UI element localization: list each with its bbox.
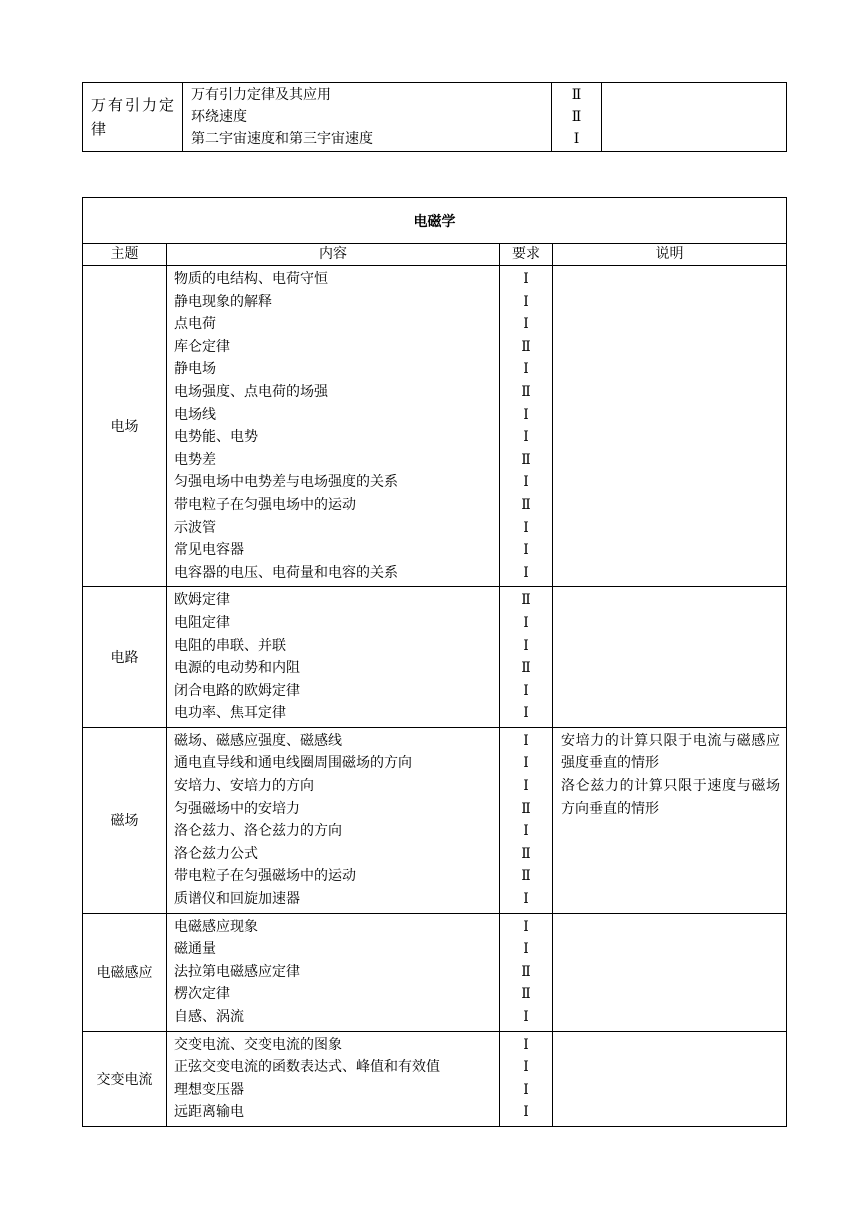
list-item: 电磁感应现象: [174, 918, 258, 935]
level-value: Ⅱ: [521, 660, 531, 677]
content-cell: [167, 727, 500, 913]
level-value: Ⅱ: [521, 592, 531, 609]
list-item: 万有引力定律及其应用: [191, 87, 331, 103]
list-item: 电容器的电压、电荷量和电容的关系: [174, 564, 398, 581]
note-cell: [553, 1031, 787, 1126]
list-item: 匀强电场中电势差与电场强度的关系: [174, 474, 398, 491]
table-row: [83, 83, 787, 152]
level-value: Ⅰ: [523, 1059, 529, 1076]
level-value: Ⅰ: [523, 891, 529, 908]
header-row: [83, 244, 787, 266]
requirement-cell: [500, 587, 553, 728]
section-row: [83, 913, 787, 1031]
level-value: Ⅰ: [523, 705, 529, 722]
list-item: 自感、涡流: [174, 1009, 244, 1025]
topic-cell: 交变电流: [83, 1031, 167, 1126]
level-value: Ⅰ: [523, 474, 529, 491]
level-value: Ⅱ: [521, 451, 531, 468]
list-item: 电阻定律: [174, 614, 230, 631]
level-value: Ⅰ: [523, 755, 529, 772]
list-item: 电场强度、点电荷的场强: [174, 383, 328, 400]
level-value: Ⅰ: [523, 542, 529, 559]
level-value: Ⅰ: [523, 316, 529, 333]
list-item: 库仑定律: [174, 338, 230, 355]
list-item: 电功率、焦耳定律: [174, 705, 286, 722]
list-item: 安培力、安培力的方向: [174, 778, 314, 795]
note-text: 洛仑兹力的计算只限于速度与磁场方向垂直的情形: [561, 778, 780, 817]
list-item: 远距离输电: [174, 1104, 244, 1121]
list-item: 正弦交变电流的函数表达式、峰值和有效值: [174, 1059, 440, 1076]
content-cell: [183, 83, 552, 152]
list-item: 欧姆定律: [174, 592, 230, 609]
level-value: Ⅱ: [521, 845, 531, 862]
table-title: 电磁学: [83, 198, 787, 244]
list-item: 常见电容器: [174, 542, 244, 559]
list-item: 洛仑兹力公式: [174, 845, 258, 862]
list-item: 电源的电动势和内阻: [174, 660, 300, 677]
topic-cell: 电场: [83, 266, 167, 587]
level-value: Ⅰ: [523, 732, 529, 749]
level-value: Ⅰ: [523, 823, 529, 840]
gravitation-table: [82, 82, 787, 152]
level-value: Ⅰ: [523, 614, 529, 631]
level-value: Ⅱ: [521, 338, 531, 355]
level-value: Ⅰ: [523, 1036, 529, 1053]
level-value: Ⅰ: [523, 1009, 529, 1025]
requirement-cell: [500, 727, 553, 913]
level-value: Ⅰ: [523, 1104, 529, 1121]
topic-cell: 电路: [83, 587, 167, 728]
list-item: 示波管: [174, 519, 216, 536]
list-item: 洛仑兹力、洛仑兹力的方向: [174, 823, 342, 840]
section-row: [83, 727, 787, 913]
header-note: 说明: [553, 244, 787, 266]
list-item: 电场线: [174, 406, 216, 423]
note-cell: [553, 587, 787, 728]
content-cell: [167, 913, 500, 1031]
note-cell: [553, 727, 787, 913]
level-value: Ⅱ: [521, 496, 531, 513]
level-value: Ⅰ: [523, 1081, 529, 1098]
level-value: Ⅱ: [521, 800, 531, 817]
level-value: Ⅰ: [523, 361, 529, 378]
note-cell: [553, 266, 787, 587]
list-item: 静电场: [174, 361, 216, 378]
header-topic: 主题: [83, 244, 167, 266]
list-item: 交变电流、交变电流的图象: [174, 1036, 342, 1053]
header-content: 内容: [167, 244, 500, 266]
note-cell: [553, 913, 787, 1031]
level-value: Ⅰ: [523, 637, 529, 654]
list-item: 带电粒子在匀强磁场中的运动: [174, 868, 356, 885]
topic-cell: 万有引力定律: [83, 83, 183, 152]
list-item: 第二宇宙速度和第三宇宙速度: [191, 131, 373, 147]
requirement-cell: [552, 83, 602, 152]
note-cell: [602, 83, 787, 152]
note-text: 安培力的计算只限于电流与磁感应强度垂直的情形: [561, 732, 780, 772]
section-row: [83, 587, 787, 728]
requirement-cell: [500, 266, 553, 587]
list-item: 电势能、电势: [174, 429, 258, 446]
level-value: Ⅰ: [523, 564, 529, 581]
level-value: Ⅰ: [523, 941, 529, 958]
list-item: 物质的电结构、电荷守恒: [174, 271, 328, 287]
requirement-cell: [500, 913, 553, 1031]
level-value: Ⅰ: [523, 271, 529, 287]
level-value: Ⅱ: [521, 986, 531, 1003]
electromagnetism-table: [82, 197, 787, 1127]
level-value: Ⅱ: [571, 87, 582, 103]
level-value: Ⅰ: [523, 682, 529, 699]
level-value: Ⅰ: [523, 293, 529, 310]
list-item: 理想变压器: [174, 1081, 244, 1098]
list-item: 匀强磁场中的安培力: [174, 800, 300, 817]
section-row: [83, 266, 787, 587]
list-item: 磁场、磁感应强度、磁感线: [174, 732, 342, 749]
content-cell: [167, 1031, 500, 1126]
content-cell: [167, 266, 500, 587]
list-item: 电势差: [174, 451, 216, 468]
header-requirement: 要求: [500, 244, 553, 266]
list-item: 磁通量: [174, 941, 216, 958]
level-value: Ⅰ: [523, 429, 529, 446]
level-value: Ⅱ: [571, 109, 582, 125]
list-item: 电阻的串联、并联: [174, 637, 286, 654]
list-item: 楞次定律: [174, 986, 230, 1003]
level-value: Ⅱ: [521, 383, 531, 400]
list-item: 环绕速度: [191, 109, 247, 125]
level-value: Ⅰ: [573, 131, 580, 147]
list-item: 静电现象的解释: [174, 293, 272, 310]
level-value: Ⅰ: [523, 778, 529, 795]
requirement-cell: [500, 1031, 553, 1126]
list-item: 法拉第电磁感应定律: [174, 963, 300, 980]
list-item: 闭合电路的欧姆定律: [174, 682, 300, 699]
topic-cell: 磁场: [83, 727, 167, 913]
level-value: Ⅰ: [523, 519, 529, 536]
list-item: 质谱仪和回旋加速器: [174, 891, 300, 908]
level-value: Ⅱ: [521, 868, 531, 885]
topic-cell: 电磁感应: [83, 913, 167, 1031]
list-item: 通电直导线和通电线圈周围磁场的方向: [174, 755, 412, 772]
section-row: [83, 1031, 787, 1126]
level-value: Ⅰ: [523, 918, 529, 935]
list-item: 带电粒子在匀强电场中的运动: [174, 496, 356, 513]
list-item: 点电荷: [174, 316, 216, 333]
content-cell: [167, 587, 500, 728]
level-value: Ⅰ: [523, 406, 529, 423]
level-value: Ⅱ: [521, 963, 531, 980]
